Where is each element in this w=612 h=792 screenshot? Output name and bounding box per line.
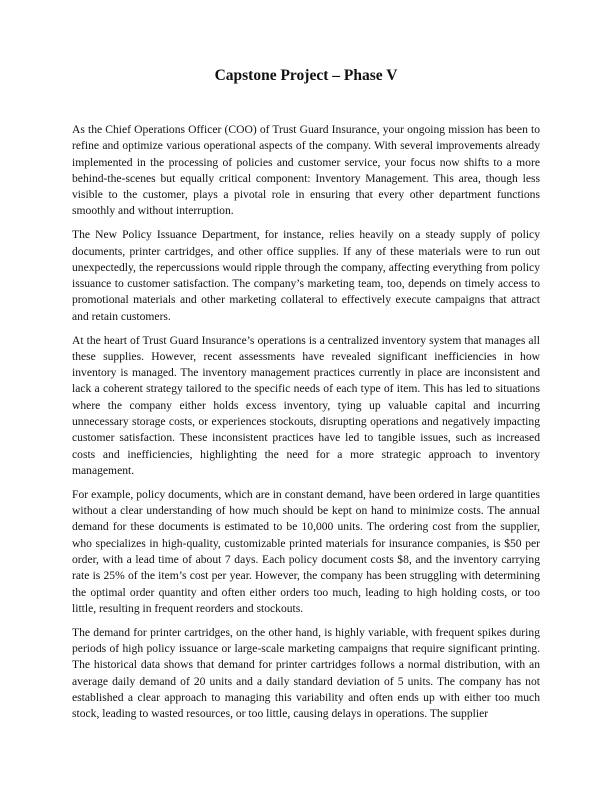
- document-body: [72, 122, 540, 730]
- paragraph-policy-documents-example: For example, policy documents, which are in constant demand, have been ordered in large quantities without a clear understanding of how much should be kept on hand to minimize costs. The annual demand for these documents is estimated to be 10,000 units. The ordering cost from the supplier, who specializes in high-quality, customizable printed materials for insurance companies, is $50 per order, with a lead time of about 7 days. Each policy document costs $8, and the inventory carrying rate is 25% of the item’s cost per year. However, the company has been struggling with determining the optimal order quantity and often either orders too much, leading to high holding costs, or too little, resulting in frequent reorders and stockouts.: [72, 487, 540, 615]
- page-title: Capstone Project – Phase V: [214, 67, 398, 84]
- paragraph-intro: As the Chief Operations Officer (COO) of Trust Guard Insurance, your ongoing mission has been to refine and optimize various operational aspects of the company. With several improvements already implemented in the processing of policies and customer service, your focus now shifts to a more behind-the-scenes but equally critical component: Inventory Management. This area, though less visible to the customer, plays a pivotal role in ensuring that every other department functions smoothly and without interruption.: [72, 123, 540, 218]
- paragraph-policy-issuance: The New Policy Issuance Department, for instance, relies heavily on a steady supply of policy documents, printer cartridges, and other office supplies. If any of these materials were to run out unexpectedly, the repercussions would ripple through the company, affecting everything from policy issuance to customer satisfaction. The company’s marketing team, too, depends on timely access to promotional materials and other marketing collateral to effectively execute campaigns that attract and retain customers.: [72, 228, 540, 323]
- paragraph-printer-cartridges: The demand for printer cartridges, on the other hand, is highly variable, with frequent spikes during periods of high policy issuance or large-scale marketing campaigns that require significant printing. The historical data shows that demand for printer cartridges follows a normal distribution, with an average daily demand of 20 units and a daily standard deviation of 5 units. The company has not established a clear approach to managing this variability and often ends up with either too much stock, leading to wasted resources, or too little, causing delays in operations. The supplier: [72, 625, 540, 721]
- paragraph-inventory-system: At the heart of Trust Guard Insurance’s operations is a centralized inventory system that manages all these supplies. However, recent assessments have revealed significant inefficiencies in how inventory is managed. The inventory management practices currently in place are inconsistent and lack a coherent strategy tailored to the specific needs of each type of item. This has led to situations where the company either holds excess inventory, tying up valuable capital and incurring unnecessary storage costs, or experiences stockouts, disrupting operations and negatively impacting customer satisfaction. These inconsistent practices have led to tangible issues, such as increased costs and inefficiencies, highlighting the need for a more strategic approach to inventory management.: [72, 333, 540, 477]
